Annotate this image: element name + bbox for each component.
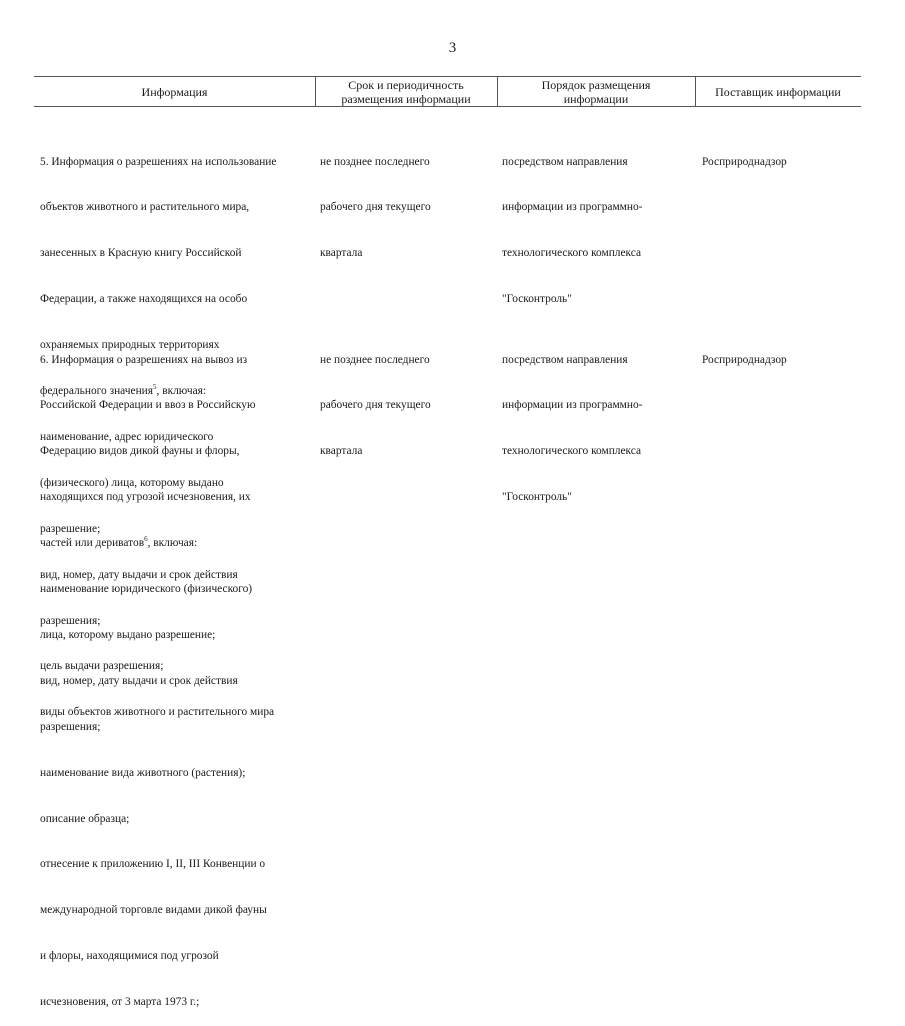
row-6-supplier: Росприроднадзор [702, 353, 787, 366]
footnote-marker: 6 [144, 535, 148, 544]
row-6-order: посредством направления информации из программно- технологического комплекса "Госконтроль" [502, 353, 643, 504]
row-5-supplier: Росприроднадзор [702, 155, 787, 168]
header-info: Информация [141, 85, 208, 99]
row-5-order: посредством направления информации из программно- технологического комплекса "Госконтроль" [502, 155, 643, 306]
header-term: Срок и периодичность размещения информации [341, 78, 471, 106]
header-supplier: Поставщик информации [715, 85, 841, 99]
page-number: 3 [448, 40, 457, 56]
table-top-rule [34, 76, 861, 77]
header-order: Порядок размещения информации [541, 78, 651, 106]
footnote-marker: 5 [153, 383, 157, 392]
row-5-info: 5. Информация о разрешениях на использование объектов животного и растительного мира, занесенных в Красную книгу Российской Федерации, а также находящихся на особо охраняемых природных территориях федерального значения$^5$, включая: наименование, адрес юридического (физического) лица, которому выдано разрешение; вид, номер, дату выдачи и срок действия разрешения; цель выдачи разрешения; виды объектов животного и растительного мира [40, 155, 277, 719]
row-5-term: не позднее последнего рабочего дня текущего квартала [320, 155, 431, 260]
row-6-term: не позднее последнего рабочего дня текущего квартала [320, 353, 431, 458]
row-6-info: 6. Информация о разрешениях на вывоз из Российской Федерации и ввоз в Российскую Федерацию видов дикой фауны и флоры, находящихся под угрозой исчезновения, их частей или дериватов$^6$, включая: наименование юридического (физического) лица, которому выдано разрешение; вид, номер, дату выдачи и срок действия разрешения; наименование вида животного (растения); описание образца; отнесение к приложению I, II, III Конвенции о международной торговле видами дикой фауны и флоры, находящимися под угрозой исчезновения, от 3 марта 1973 г.; [40, 353, 267, 1009]
table-header-rule [34, 106, 861, 107]
